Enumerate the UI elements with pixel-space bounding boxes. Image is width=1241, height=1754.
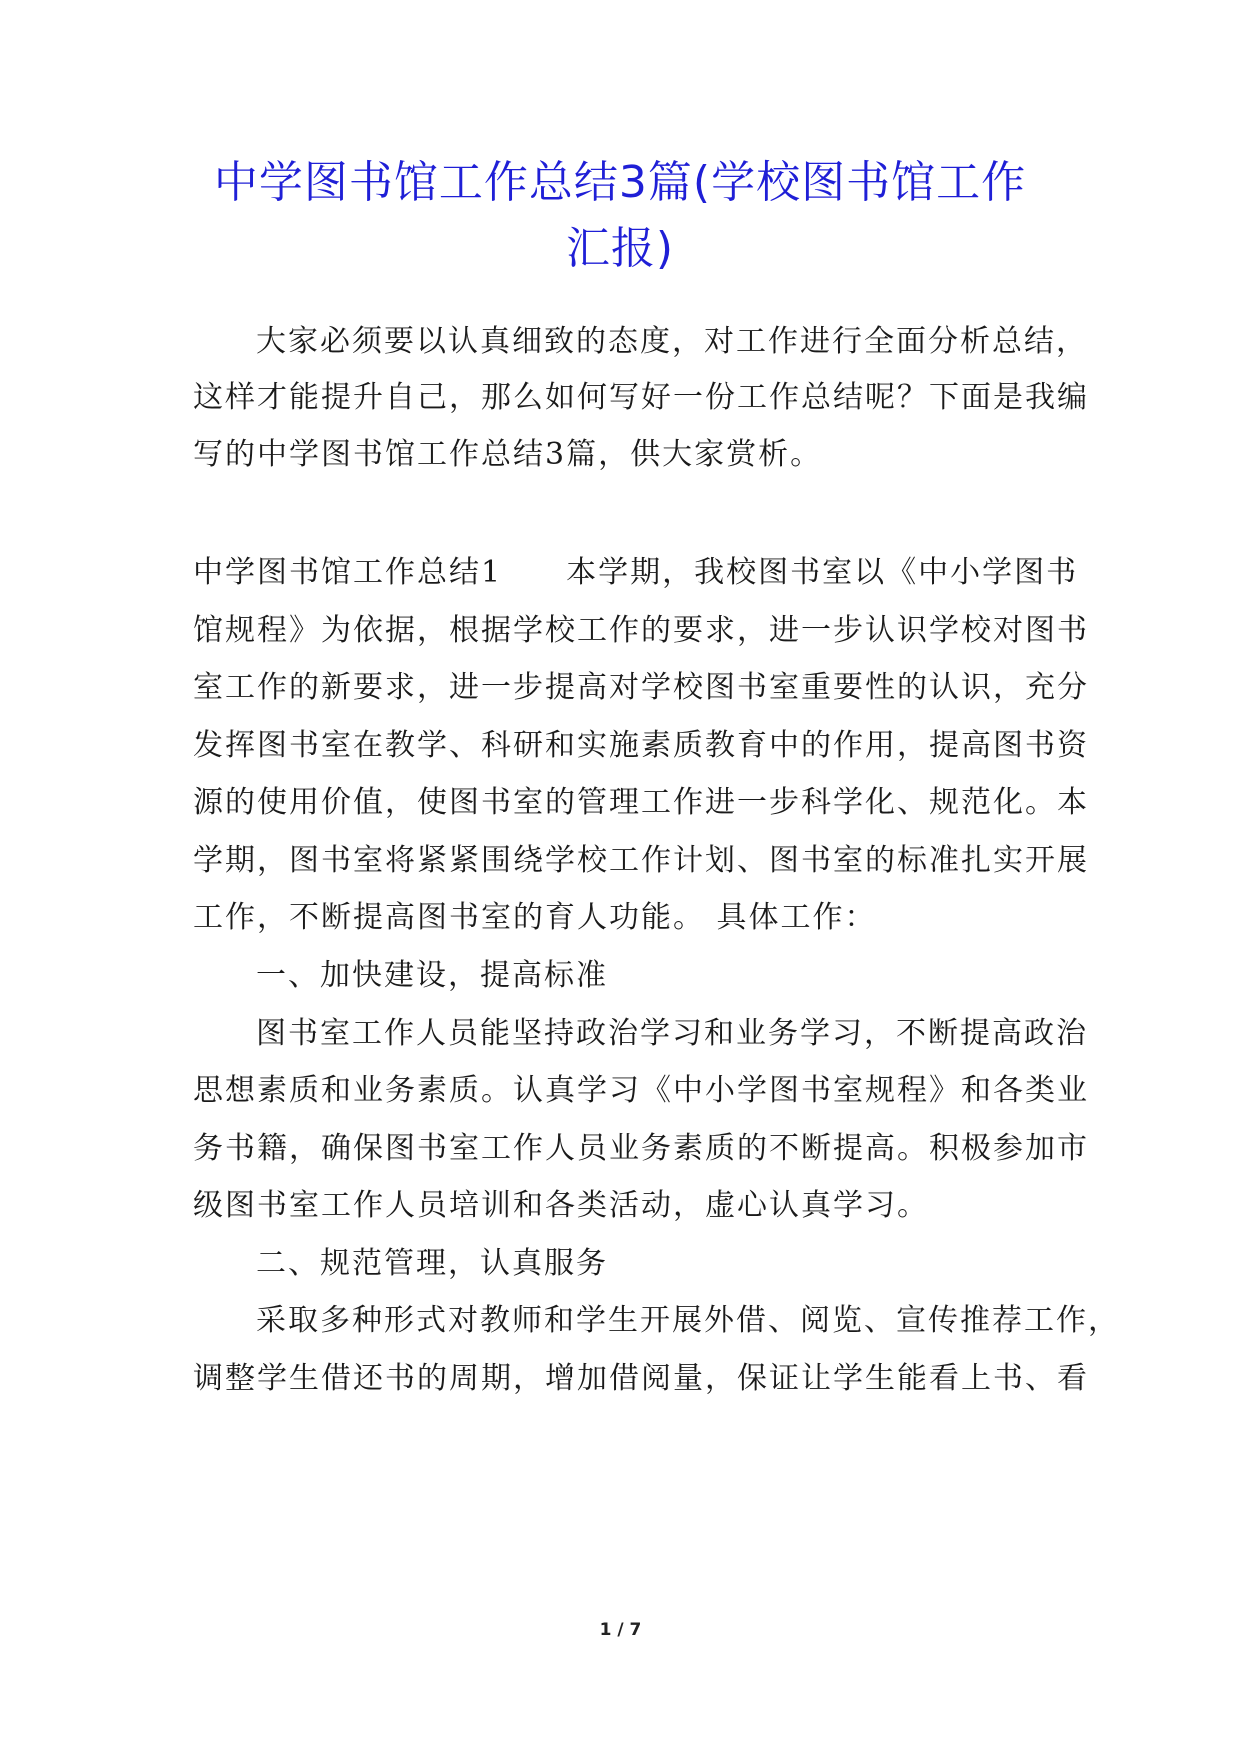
subsection-one-paragraph-line: 务书籍，确保图书室工作人员业务素质的不断提高。积极参加市 (193, 1131, 1089, 1166)
subheading-two: 二、规范管理，认真服务 (256, 1246, 608, 1281)
section-1-paragraph-line: 源的使用价值，使图书室的管理工作进一步科学化、规范化。本 (193, 785, 1089, 820)
section-1-paragraph-line: 工作，不断提高图书室的育人功能。 具体工作： (193, 900, 877, 935)
section-1-paragraph-line: 学期，图书室将紧紧围绕学校工作计划、图书室的标准扎实开展 (193, 843, 1089, 878)
document-title-line-2: 汇报) (565, 223, 675, 274)
subsection-one-paragraph-line: 思想素质和业务素质。认真学习《中小学图书室规程》和各类业 (193, 1073, 1089, 1108)
subsection-one-paragraph-line: 图书室工作人员能坚持政治学习和业务学习，不断提高政治 (256, 1016, 1088, 1051)
subsection-two-paragraph-line: 采取多种形式对教师和学生开展外借、阅览、宣传推荐工作， (256, 1303, 1120, 1338)
subsection-one-paragraph-line: 级图书室工作人员培训和各类活动，虚心认真学习。 (193, 1188, 929, 1223)
subsection-two-paragraph-line: 调整学生借还书的周期，增加借阅量，保证让学生能看上书、看 (193, 1361, 1089, 1396)
section-1-paragraph-line: 室工作的新要求，进一步提高对学校图书室重要性的认识，充分 (193, 670, 1089, 705)
section-1-paragraph-line: 馆规程》为依据，根据学校工作的要求，进一步认识学校对图书 (193, 613, 1089, 648)
intro-paragraph-line: 这样才能提升自己，那么如何写好一份工作总结呢？下面是我编 (193, 380, 1089, 415)
section-1-paragraph-line: 发挥图书室在教学、科研和实施素质教育中的作用，提高图书资 (193, 728, 1089, 763)
subheading-one: 一、加快建设，提高标准 (256, 958, 608, 993)
page-number: 1 / 7 (599, 1620, 642, 1640)
document-title-line-1: 中学图书馆工作总结3篇(学校图书馆工作 (213, 157, 1027, 208)
section-1-paragraph-line: 中学图书馆工作总结1 本学期，我校图书室以《中小学图书 (193, 555, 1079, 590)
intro-paragraph-line: 写的中学图书馆工作总结3篇，供大家赏析。 (193, 437, 823, 472)
intro-paragraph-line: 大家必须要以认真细致的态度，对工作进行全面分析总结， (256, 324, 1088, 359)
